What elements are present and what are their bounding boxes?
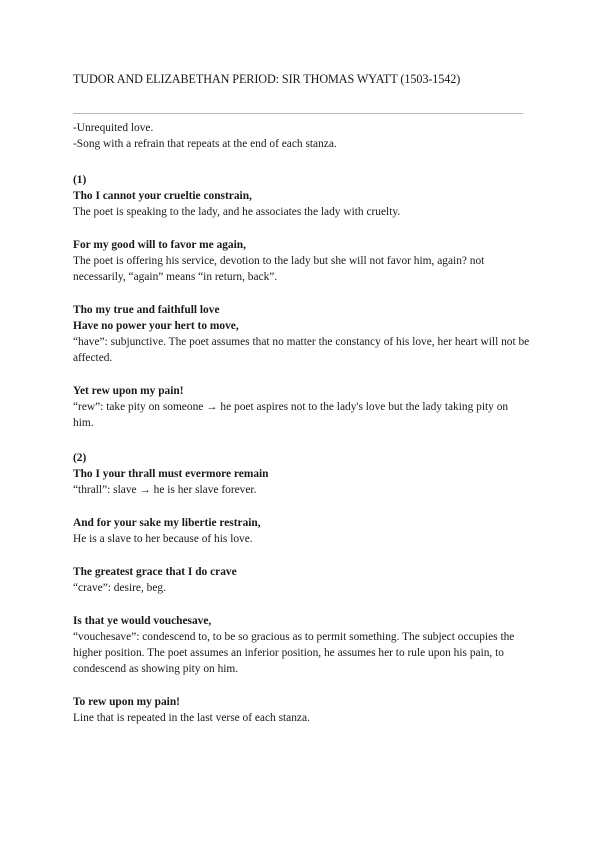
verse-line: Is that ye would vouchesave,: [73, 615, 212, 627]
stanza-number: (1): [73, 174, 87, 186]
verse-block: [73, 237, 530, 285]
verse-block: [73, 188, 530, 220]
verse-line: Tho I cannot your crueltie constrain,: [73, 190, 252, 202]
page-title: TUDOR AND ELIZABETHAN PERIOD: SIR THOMAS WYATT (1503-1542): [73, 72, 461, 86]
verse-line: The greatest grace that I do crave: [73, 566, 237, 578]
verse-gloss: The poet is speaking to the lady, and he associates the lady with cruelty.: [73, 206, 401, 218]
verse-gloss: The poet is offering his service, devotion to the lady but she will not favor him, again? not necessarily, “again” means “in return, back”.: [73, 255, 485, 283]
stanza-1: [73, 172, 530, 431]
verse-line: For my good will to favor me again,: [73, 239, 246, 251]
verse-block: [73, 694, 530, 726]
verse-block: [73, 613, 530, 677]
verse-line: Tho my true and faithfull love: [73, 304, 220, 316]
verse-line: And for your sake my libertie restrain,: [73, 517, 261, 529]
verse-gloss: “vouchesave”: condescend to, to be so gracious as to permit something. The subject occupies the higher position. The poet assumes an inferior position, he assumes her to rule upon his pain, to condescend as showing pity on him.: [73, 631, 515, 675]
title-divider: [73, 113, 523, 114]
intro-note: -Unrequited love.: [73, 122, 154, 134]
document-body: [73, 120, 530, 726]
verse-block: [73, 383, 530, 431]
verse-block: [73, 515, 530, 547]
stanza-2: [73, 450, 530, 726]
verse-gloss: He is a slave to her because of his love.: [73, 533, 253, 545]
stanza-number: (2): [73, 452, 87, 464]
verse-line: Have no power your hert to move,: [73, 320, 239, 332]
verse-gloss: “crave”: desire, beg.: [73, 582, 166, 594]
verse-line: Yet rew upon my pain!: [73, 385, 184, 397]
intro-notes: [73, 120, 530, 152]
verse-gloss: “rew”: take pity on someone → he poet aspires not to the lady's love but the lady taking pity on him.: [73, 401, 509, 429]
verse-line: Tho I your thrall must evermore remain: [73, 468, 269, 480]
verse-gloss: “have”: subjunctive. The poet assumes that no matter the constancy of his love, her heart will not be affected.: [73, 336, 530, 364]
verse-block: [73, 302, 530, 366]
verse-block: [73, 564, 530, 596]
verse-gloss: “thrall”: slave → he is her slave forever.: [73, 484, 257, 496]
verse-block: [73, 466, 530, 498]
verse-gloss: Line that is repeated in the last verse of each stanza.: [73, 712, 310, 724]
intro-note: -Song with a refrain that repeats at the end of each stanza.: [73, 138, 337, 150]
verse-line: To rew upon my pain!: [73, 696, 180, 708]
